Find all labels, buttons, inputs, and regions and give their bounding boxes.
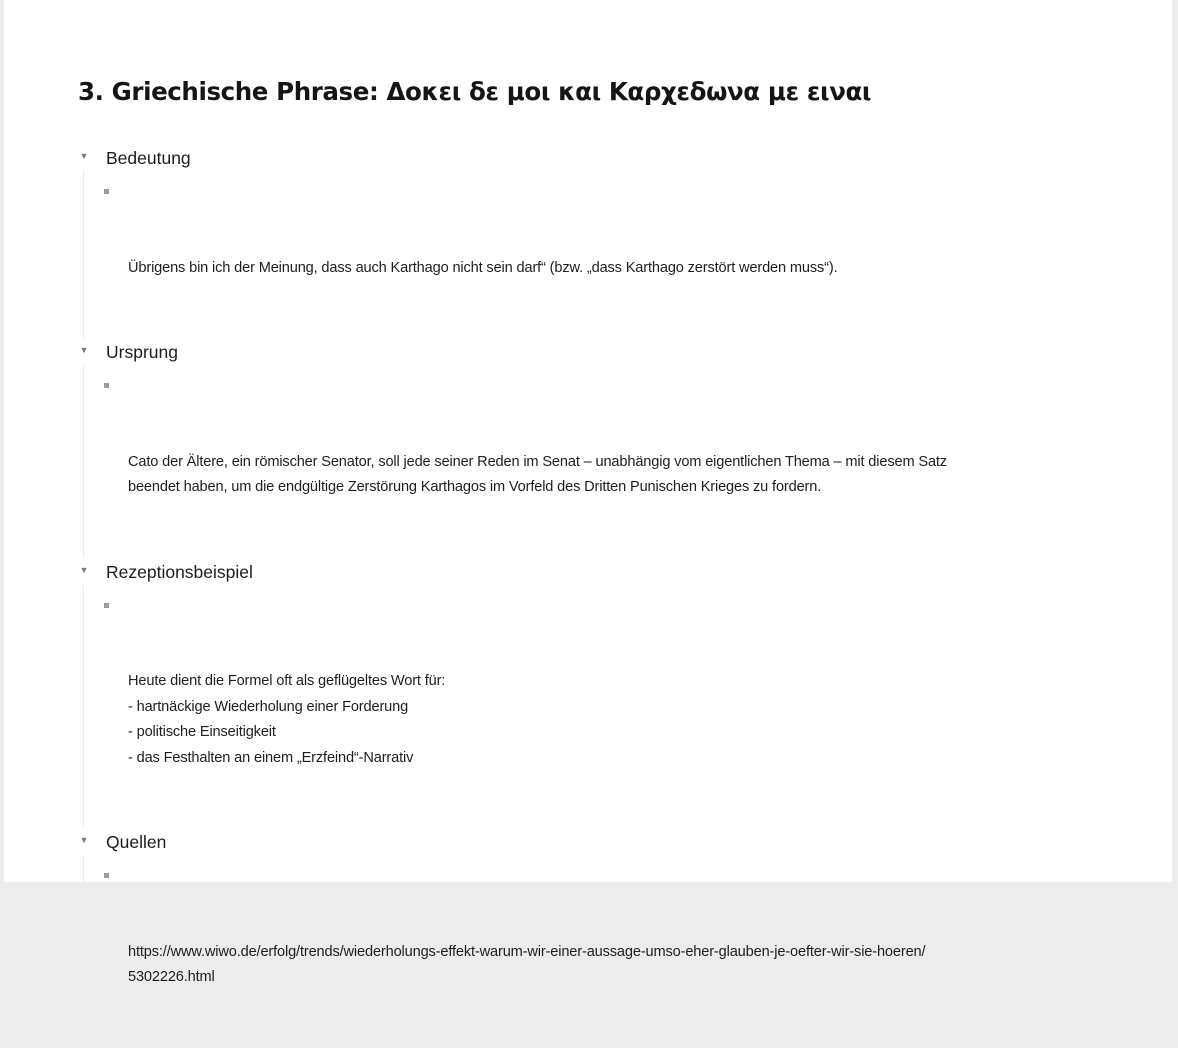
document-page: [4, 0, 1172, 985]
section-children: [83, 855, 1088, 1048]
list-item-text: Cato der Ältere, ein römischer Senator, soll jede seiner Reden im Senat – unabhängig vom eigentlichen Thema – mit diesem Satz beendet haben, um die endgültige Zerstörung Karthagos im Vorfeld des Dritten Punischen Krieges zu fordern.: [128, 453, 947, 495]
section-header[interactable]: [78, 144, 1088, 171]
triangle-down-icon[interactable]: ▼: [79, 151, 89, 161]
section-label: Bedeutung: [106, 148, 191, 168]
section-header[interactable]: [78, 828, 1088, 855]
triangle-down-icon[interactable]: ▼: [79, 345, 89, 355]
section-label: Rezeptionsbeispiel: [106, 561, 253, 582]
section-bedeutung: [78, 144, 1088, 338]
source-link[interactable]: https://www.wiwo.de/erfolg/trends/wiederholungs-effekt-warum-wir-einer-aussage-umso-eher-glauben-je-oefter-wir-sie-hoeren/ 5302226.html: [128, 943, 926, 985]
triangle-down-icon[interactable]: ▼: [79, 564, 89, 575]
section-header[interactable]: [78, 558, 1088, 585]
list-item[interactable]: [84, 373, 1088, 552]
list-item[interactable]: [84, 179, 1088, 332]
page-title: 3. Griechische Phrase: Δοκει δε μοι και Καρχεδωνα με ειναι: [78, 77, 872, 106]
triangle-down-icon[interactable]: ▼: [79, 835, 89, 845]
outline: [78, 144, 1088, 1048]
section-children: [83, 585, 1088, 829]
square-bullet-icon: [104, 189, 109, 194]
list-item-text: Übrigens bin ich der Meinung, dass auch Karthago nicht sein darf“ (bzw. „dass Karthago zerstört werden muss“).: [128, 259, 838, 276]
section-children: [83, 365, 1088, 558]
square-bullet-icon: [104, 603, 109, 608]
list-item[interactable]: [84, 863, 1088, 1042]
section-children: [83, 171, 1088, 338]
section-header[interactable]: [78, 338, 1088, 365]
section-rezeptionsbeispiel: [78, 558, 1088, 829]
list-item-text: Heute dient die Formel oft als geflügeltes Wort für: - hartnäckige Wiederholung einer Forderung - politische Einseitigkeit - das Festhalten an einem „Erzfeind“-Narrativ: [128, 673, 446, 766]
section-label: Quellen: [106, 832, 167, 852]
section-label: Ursprung: [106, 342, 178, 362]
square-bullet-icon: [104, 873, 109, 878]
section-quellen: [78, 828, 1088, 1048]
square-bullet-icon: [104, 383, 109, 388]
list-item[interactable]: [84, 593, 1088, 823]
section-ursprung: [78, 338, 1088, 558]
